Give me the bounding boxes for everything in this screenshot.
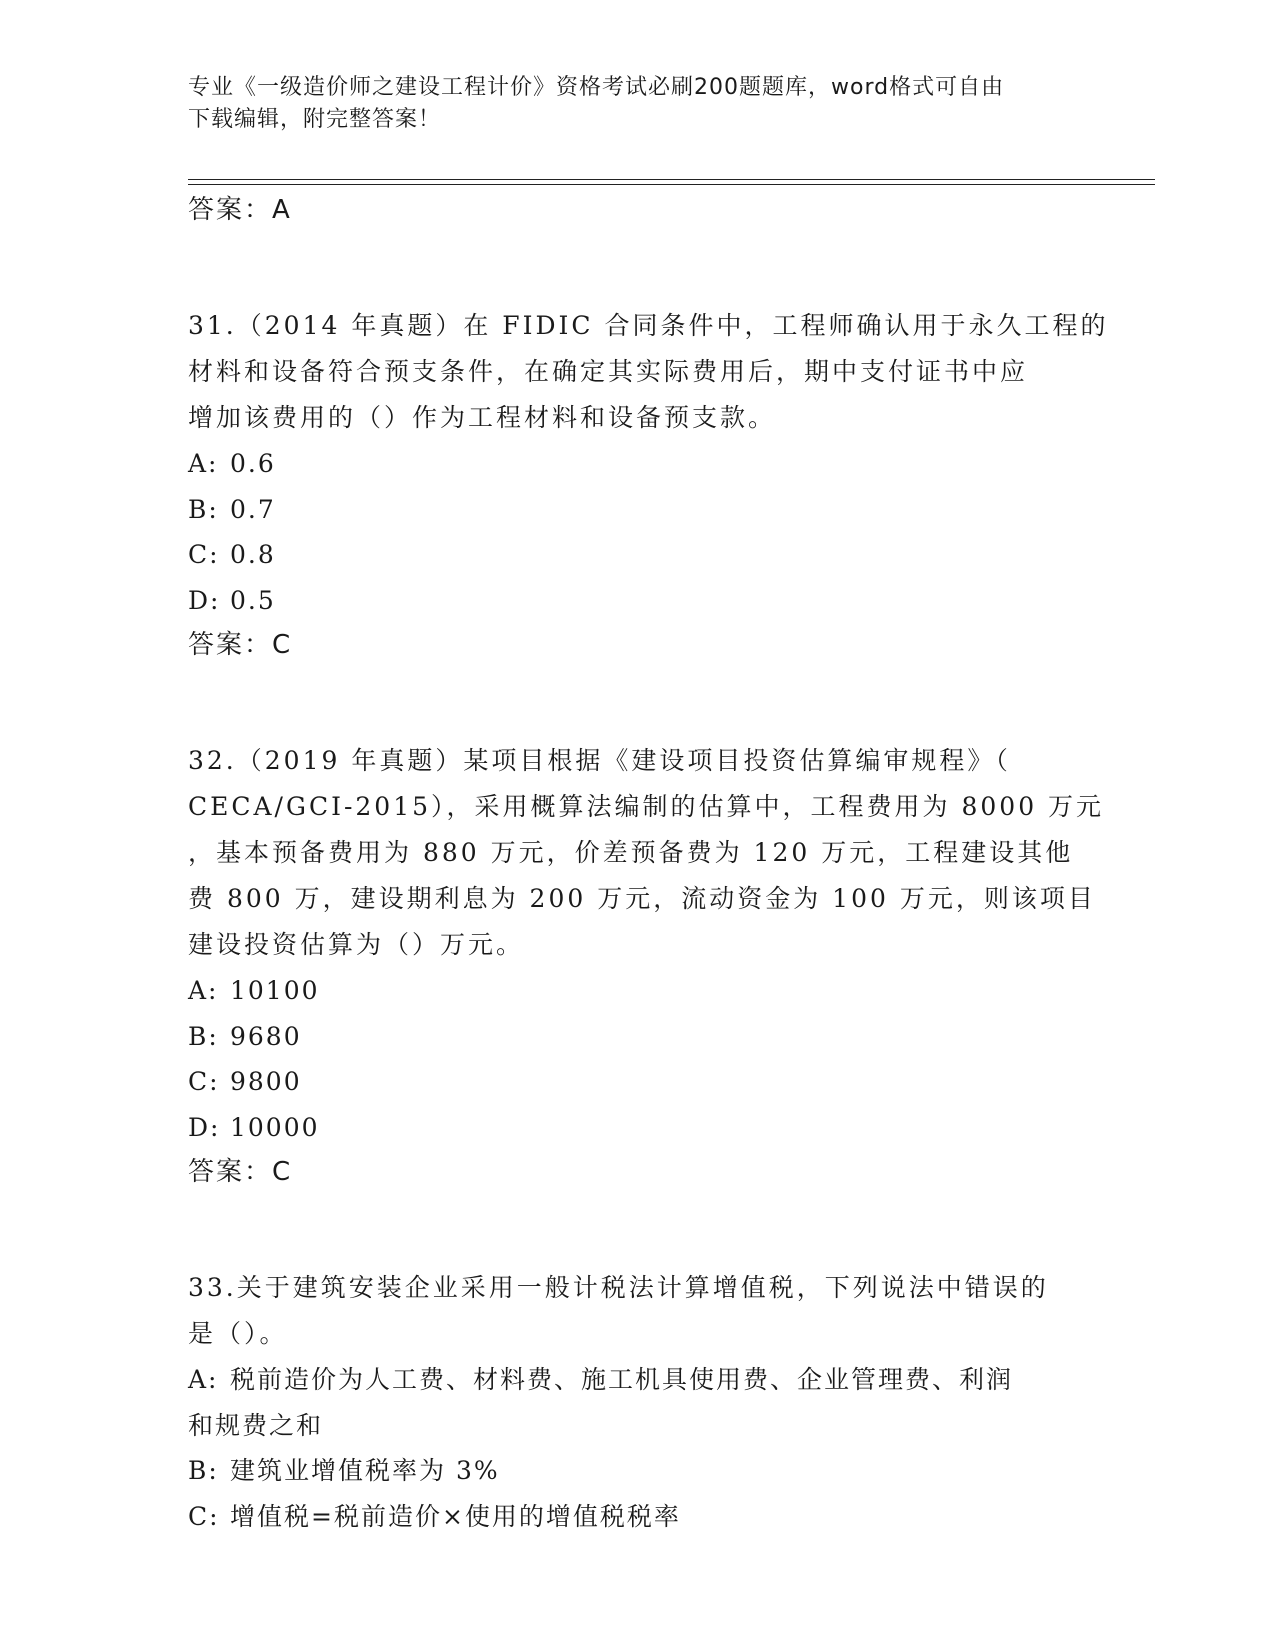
option-b <box>188 1014 1088 1060</box>
option-text: 建筑业增值税率为 3% <box>230 1456 500 1485</box>
question-line: 31.（2014 年真题）在 FIDIC 合同条件中，工程师确认用于永久工程的 <box>188 311 1109 340</box>
option-text: 10100 <box>230 976 320 1005</box>
option-label: B: <box>188 1021 219 1051</box>
option-label: C: <box>188 1067 220 1096</box>
option-label: A: <box>188 449 219 478</box>
question-31 <box>188 303 1109 667</box>
option-label: B: <box>188 1456 219 1485</box>
question-33 <box>188 1265 1088 1539</box>
option-label: D: <box>188 1112 221 1142</box>
spacer <box>188 232 1088 303</box>
option-text: 9800 <box>230 1067 302 1096</box>
previous-answer: 答案：A <box>188 195 292 225</box>
spacer <box>188 667 1088 738</box>
question-text <box>188 738 1105 968</box>
option-a <box>188 441 1088 487</box>
option-label: C: <box>188 540 220 569</box>
question-line: 是（）。 <box>188 1319 288 1348</box>
option-b <box>188 487 1088 533</box>
document-header <box>188 72 1068 136</box>
option-text: 0.5 <box>230 585 276 615</box>
spacer <box>188 1194 1088 1265</box>
question-line: CECA/GCI-2015），采用概算法编制的估算中，工程费用为 8000 万元 <box>188 792 1105 821</box>
option-c <box>188 1494 1088 1540</box>
option-b <box>188 1448 1088 1494</box>
option-text: 0.7 <box>230 494 276 524</box>
option-a <box>188 1357 1088 1403</box>
question-line: 材料和设备符合预支条件，在确定其实际费用后，期中支付证书中应 <box>188 357 1029 386</box>
option-text: 增值税=税前造价×使用的增值税税率 <box>230 1501 681 1531</box>
question-32 <box>188 738 1105 1194</box>
question-line: 33.关于建筑安装企业采用一般计税法计算增值税，下列说法中错误的 <box>188 1273 1049 1302</box>
answer: 答案：C <box>188 630 293 660</box>
option-c <box>188 1059 1088 1105</box>
option-label: B: <box>188 494 219 524</box>
option-label: D: <box>188 585 221 615</box>
question-content <box>188 188 1109 1539</box>
option-text: 10000 <box>230 1112 320 1142</box>
question-line: 32.（2019 年真题）某项目根据《建设项目投资估算编审规程》（ <box>188 746 1011 775</box>
question-line: 建设投资估算为（）万元。 <box>188 930 525 959</box>
option-a <box>188 968 1088 1014</box>
option-d <box>188 1105 1088 1151</box>
option-text: 0.8 <box>230 540 276 569</box>
option-d <box>188 578 1088 624</box>
option-c <box>188 532 1088 578</box>
option-label: A: <box>188 976 219 1005</box>
answer: 答案：C <box>188 1157 293 1187</box>
question-line: 费 800 万，建设期利息为 200 万元，流动资金为 100 万元，则该项目 <box>188 884 1096 913</box>
question-text <box>188 1265 1088 1357</box>
option-text: 0.6 <box>230 449 276 478</box>
header-line-2: 下载编辑，附完整答案！ <box>188 107 442 132</box>
option-label: A: <box>188 1365 219 1394</box>
option-a-continuation: 和规费之和 <box>188 1410 324 1440</box>
option-label: C: <box>188 1501 220 1531</box>
header-divider-bottom <box>188 184 1155 185</box>
question-line: ，基本预备费用为 880 万元，价差预备费为 120 万元，工程建设其他 <box>188 838 1074 867</box>
option-text: 税前造价为人工费、材料费、施工机具使用费、企业管理费、利润 <box>230 1365 1014 1394</box>
header-divider-top <box>188 179 1155 180</box>
option-text: 9680 <box>230 1021 302 1051</box>
header-line-1: 专业《一级造价师之建设工程计价》资格考试必刷200题题库，word格式可自由 <box>188 75 1005 100</box>
question-text <box>188 303 1109 441</box>
question-line: 增加该费用的（）作为工程材料和设备预支款。 <box>188 403 777 432</box>
